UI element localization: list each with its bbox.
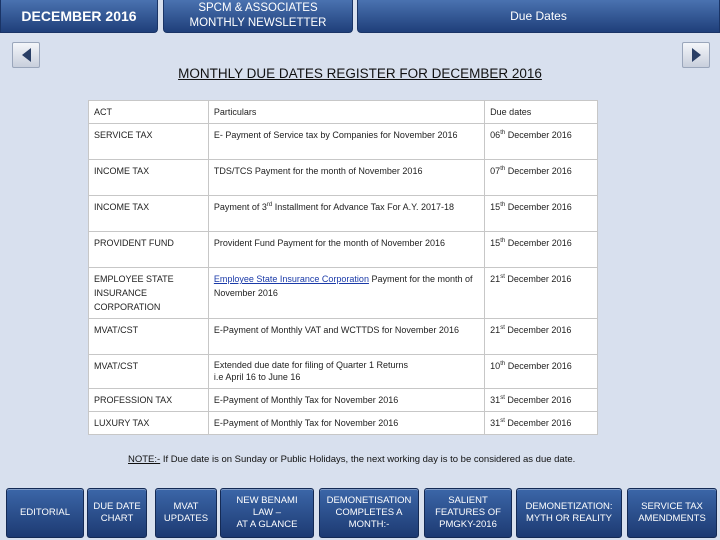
month-header-tab [0,0,158,33]
row-act: PROFESSION TAX [89,389,209,412]
row-due-date: 15th December 2016 [485,232,598,268]
row-act: MVAT/CST [89,319,209,355]
row-act: INCOME TAX [89,196,209,232]
row-particulars: Payment of 3rd Installment for Advance Tax For A.Y. 2017-18 [208,196,484,232]
demonetization-myth-button[interactable]: DEMONETIZATION: MYTH OR REALITY [516,488,622,538]
row-act: INCOME TAX [89,160,209,196]
row-particulars: E- Payment of Service tax by Companies for November 2016 [208,124,484,160]
arrow-left-icon [22,48,31,62]
next-page-button[interactable] [682,42,710,68]
row-particulars: TDS/TCS Payment for the month of November 2016 [208,160,484,196]
table-row [89,412,598,435]
row-act: MVAT/CST [89,355,209,389]
service-tax-amendments-button[interactable]: SERVICE TAX AMENDMENTS [627,488,717,538]
section-header-tab [357,0,720,33]
row-due-date: 06th December 2016 [485,124,598,160]
row-due-date: 10th December 2016 [485,355,598,389]
table-header-row [89,101,598,124]
header-act: ACT [89,101,209,124]
row-due-date: 07th December 2016 [485,160,598,196]
mvat-updates-button[interactable]: MVAT UPDATES [155,488,217,538]
due-dates-table [88,100,598,435]
note-text: If Due date is on Sunday or Public Holidays, the next working day is to be considered as due date. [160,454,576,465]
table-row [89,389,598,412]
header-due-dates: Due dates [485,101,598,124]
row-due-date: 15th December 2016 [485,196,598,232]
row-act: SERVICE TAX [89,124,209,160]
table-row [89,268,598,319]
table-row [89,232,598,268]
row-particulars: E-Payment of Monthly Tax for November 2016 [208,389,484,412]
arrow-right-icon [692,48,701,62]
table-row [89,160,598,196]
row-particulars: E-Payment of Monthly Tax for November 2016 [208,412,484,435]
demonetisation-month-button[interactable]: DEMONETISATION COMPLETES A MONTH:- [319,488,419,538]
row-act: LUXURY TAX [89,412,209,435]
page-title: MONTHLY DUE DATES REGISTER FOR DECEMBER 2016 [178,66,542,81]
row-particulars: Extended due date for filing of Quarter 1 Returns i.e April 16 to June 16 [208,355,484,389]
previous-page-button[interactable] [12,42,40,68]
row-due-date: 21st December 2016 [485,319,598,355]
section-label: Due Dates [510,9,567,23]
header-particulars: Particulars [208,101,484,124]
due-date-chart-button[interactable]: DUE DATE CHART [87,488,147,538]
esic-link[interactable]: Employee State Insurance Corporation [213,274,369,284]
new-benami-law-button[interactable]: NEW BENAMI LAW – AT A GLANCE [220,488,314,538]
newsletter-subtitle: MONTHLY NEWSLETTER [189,17,327,29]
editorial-button[interactable]: EDITORIAL [6,488,84,538]
table-row [89,319,598,355]
row-due-date: 31st December 2016 [485,389,598,412]
row-particulars: E-Payment of Monthly VAT and WCTTDS for November 2016 [208,319,484,355]
row-act: EMPLOYEE STATE INSURANCE CORPORATION [89,268,209,319]
row-particulars: Provident Fund Payment for the month of November 2016 [208,232,484,268]
newsletter-header-tab [163,0,353,33]
table-row [89,124,598,160]
row-act: PROVIDENT FUND [89,232,209,268]
newsletter-name: SPCM & ASSOCIATES [198,2,318,14]
row-due-date: 21st December 2016 [485,268,598,319]
table-row [89,355,598,389]
row-particulars: Employee State Insurance Corporation Payment for the month of November 2016 [208,268,484,319]
due-date-note [128,454,575,465]
table-row [89,196,598,232]
note-label: NOTE:- [128,454,161,465]
month-label: DECEMBER 2016 [21,8,137,24]
row-due-date: 31st December 2016 [485,412,598,435]
salient-features-pmgky-button[interactable]: SALIENT FEATURES OF PMGKY-2016 [424,488,512,538]
